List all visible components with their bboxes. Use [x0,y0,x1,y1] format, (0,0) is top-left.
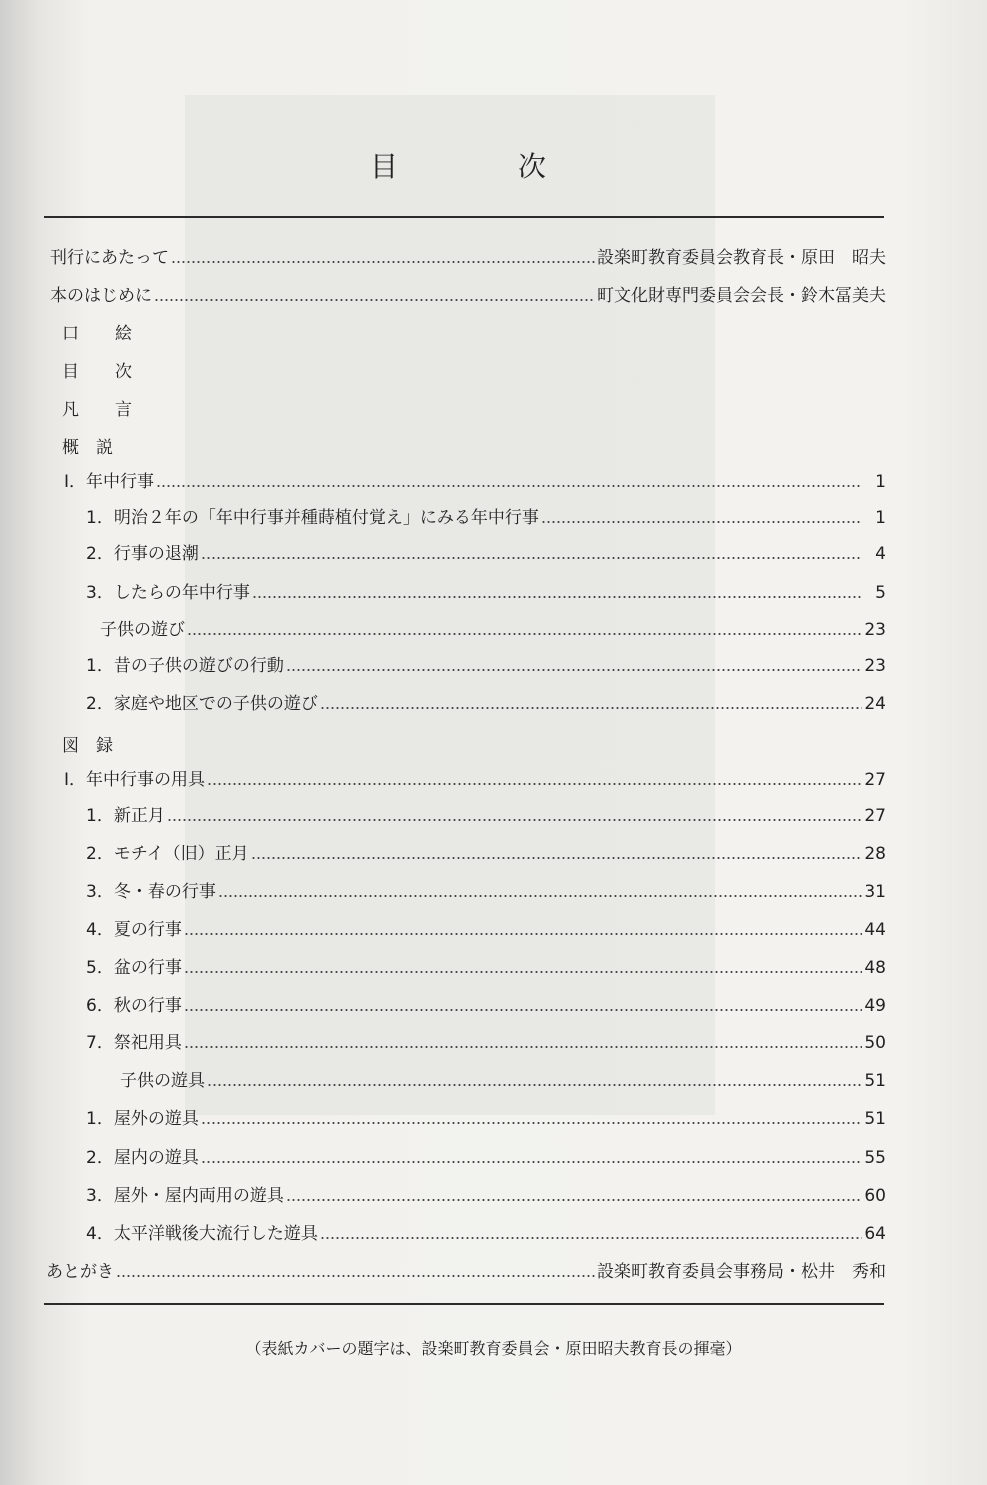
toc-entry [86,877,886,907]
page-number: 23 [864,620,886,640]
toc-entry [86,1104,886,1134]
page-number: 49 [864,996,886,1016]
entry-label: 2．行事の退潮 [86,544,199,564]
toc-entry [86,1143,886,1173]
page-number: 60 [864,1186,886,1206]
leader-dots [184,971,862,973]
entry-label: あとがき [46,1262,114,1282]
leader-dots [187,633,862,635]
page-title [0,145,987,185]
page-number: 5 [875,583,886,603]
toc-entry [86,839,886,869]
bottom-rule [44,1303,884,1305]
entry-label: 子供の遊具 [120,1071,205,1091]
entry-label: I．年中行事の用具 [64,770,206,790]
toc-entry [64,467,886,497]
entry-author: 設楽町教育委員会教育長・原田 昭夫 [597,248,886,268]
toc-entry [86,539,886,569]
page-number: 23 [864,656,886,676]
page-number: 1 [875,508,886,528]
leader-dots [252,596,862,598]
page-number: 27 [864,806,886,826]
toc-entry [86,991,886,1021]
entry-label: 3．屋外・屋内両用の遊具 [86,1186,284,1206]
page-number: 28 [864,844,886,864]
toc-entry [100,615,886,645]
leader-dots [207,1084,862,1086]
entry-label: 刊行にあたって [50,248,169,268]
leader-dots [201,1122,862,1124]
page-number: 51 [864,1071,886,1091]
leader-dots [184,1046,862,1048]
toc-entry [86,689,886,719]
leader-dots [286,1199,862,1201]
title-char-2: 次 [518,150,547,183]
leader-dots [116,1275,595,1277]
entry-label: 4．太平洋戦後大流行した遊具 [86,1224,318,1244]
title-char-1: 目 [370,150,399,183]
entry-label: 子供の遊び [100,620,185,640]
entry-label: 1．屋外の遊具 [86,1109,199,1129]
page-number: 50 [864,1033,886,1053]
entry-label: 2．家庭や地区での子供の遊び [86,694,318,714]
leader-dots [201,1161,862,1163]
leader-dots [218,895,862,897]
leader-dots [541,521,862,523]
entry-label: 5．盆の行事 [86,958,182,978]
page-number: 55 [864,1148,886,1168]
toc-entry-foreword [50,243,886,273]
head-char: 目 [62,362,79,382]
front-head-hangen [62,395,132,425]
toc-entry [86,503,886,533]
front-head-kuchie [62,319,132,349]
toc-entry-intro [50,281,886,311]
toc-entry [86,801,886,831]
leader-dots [154,299,595,301]
page-number: 4 [875,544,886,564]
page-number: 64 [864,1224,886,1244]
entry-author: 町文化財専門委員会会長・鈴木冨美夫 [597,286,886,306]
leader-dots [207,783,862,785]
page-number: 27 [864,770,886,790]
head-char: 口 [62,324,79,344]
toc-entry [86,953,886,983]
toc-entry [64,765,886,795]
leader-dots [167,819,862,821]
section-head-zuroku: 図 録 [62,736,113,756]
leader-dots [171,261,595,263]
toc-entry [86,1181,886,1211]
toc-entry [86,578,886,608]
page-number: 51 [864,1109,886,1129]
entry-label: 3．したらの年中行事 [86,583,250,603]
leader-dots [320,1237,862,1239]
toc-entry [86,915,886,945]
front-head-mokuji [62,357,132,387]
head-char: 凡 [62,400,79,420]
toc-entry [120,1066,886,1096]
toc-entry [86,651,886,681]
entry-label: 4．夏の行事 [86,920,182,940]
page-number: 24 [864,694,886,714]
entry-label: 1．昔の子供の遊びの行動 [86,656,284,676]
entry-label: 7．祭祀用具 [86,1033,182,1053]
entry-label: I．年中行事 [64,472,155,492]
page-number: 44 [864,920,886,940]
entry-label: 1．新正月 [86,806,165,826]
leader-dots [201,557,862,559]
cover-caption: （表紙カバーの題字は、設楽町教育委員会・原田昭夫教育長の揮毫） [245,1339,742,1358]
leader-dots [251,857,862,859]
entry-label: 3．冬・春の行事 [86,882,216,902]
head-char: 絵 [115,324,132,344]
leader-dots [286,669,862,671]
page-number: 1 [875,472,886,492]
entry-author: 設楽町教育委員会事務局・松井 秀和 [597,1262,886,1282]
toc-entry [86,1028,886,1058]
entry-label: 本のはじめに [50,286,152,306]
entry-label: 1．明治２年の「年中行事并種蒔植付覚え」にみる年中行事 [86,508,539,528]
top-rule [44,216,884,218]
toc-entry-afterword [46,1257,886,1287]
head-char: 言 [115,400,132,420]
leader-dots [184,933,862,935]
entry-label: 2．屋内の遊具 [86,1148,199,1168]
page-number: 48 [864,958,886,978]
section-head-gaisetsu: 概 説 [62,438,113,458]
leader-dots [320,707,862,709]
head-char: 次 [115,362,132,382]
entry-label: 2．モチイ（旧）正月 [86,844,249,864]
leader-dots [156,485,862,487]
page-number: 31 [864,882,886,902]
entry-label: 6．秋の行事 [86,996,182,1016]
leader-dots [184,1009,862,1011]
toc-entry [86,1219,886,1249]
